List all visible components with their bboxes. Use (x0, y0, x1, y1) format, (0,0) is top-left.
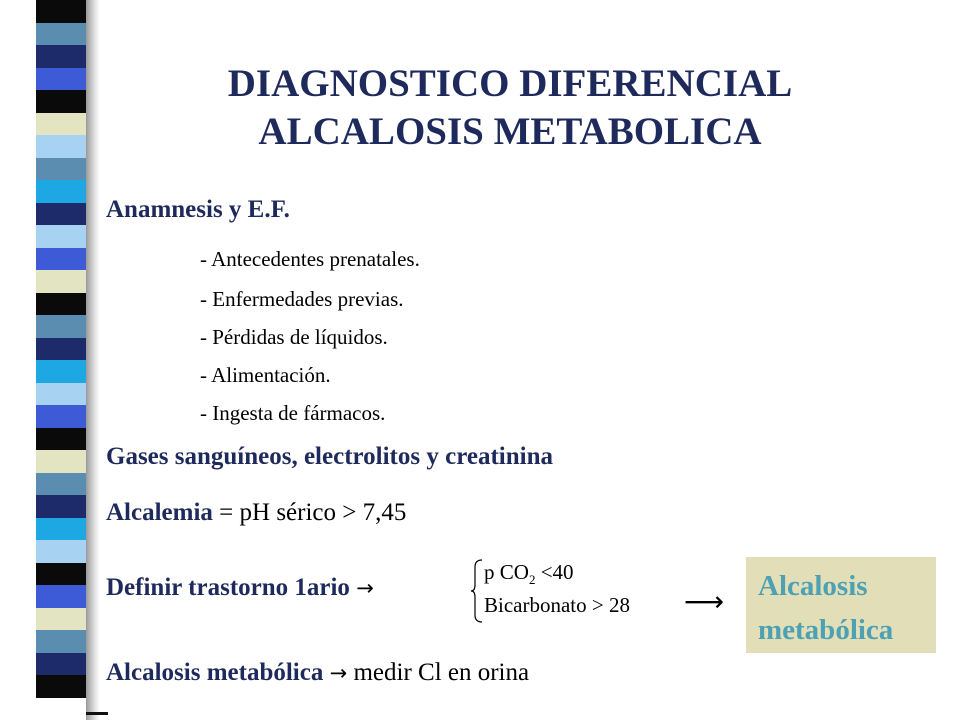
alcalemia-definition: = pH sérico > 7,45 (219, 499, 407, 526)
strip-segment (36, 135, 86, 158)
strip-segment (36, 383, 86, 406)
strip-segment (36, 158, 86, 181)
anamnesis-heading: Anamnesis y E.F. (106, 196, 290, 223)
strip-segment (36, 428, 86, 451)
strip-segment (36, 675, 86, 698)
strip-segment (36, 180, 86, 203)
strip-segment (36, 563, 86, 586)
strip-segment (36, 495, 86, 518)
strip-segment (36, 338, 86, 361)
strip-segment (36, 630, 86, 653)
title-line-2: ALCALOSIS METABOLICA (258, 110, 762, 153)
gases-heading: Gases sanguíneos, electrolitos y creatinina (106, 443, 553, 470)
strip-segment (36, 0, 86, 23)
strip-segment (36, 45, 86, 68)
strip-segment (36, 518, 86, 541)
strip-segment (36, 203, 86, 226)
strip-segment (36, 293, 86, 316)
title-line-1: DIAGNOSTICO DIFERENCIAL (227, 62, 793, 105)
pco2-subscript: 2 (528, 572, 536, 588)
strip-segment (36, 653, 86, 676)
strip-segment (36, 248, 86, 271)
strip-segment (36, 225, 86, 248)
strip-bottom-line (86, 712, 108, 715)
curly-brace-icon (470, 559, 484, 623)
strip-segment (36, 360, 86, 383)
anamnesis-item: - Alimentación. (200, 363, 331, 387)
strip-segment (36, 585, 86, 608)
anamnesis-item: - Ingesta de fármacos. (200, 401, 386, 425)
right-arrow-icon: → (356, 576, 374, 600)
strip-segment (36, 113, 86, 136)
strip-segment (36, 68, 86, 91)
trastorno-label: Definir trastorno 1ario (106, 574, 350, 601)
bicarbonato-criterion: Bicarbonato > 28 (484, 593, 630, 617)
strip-segment (36, 450, 86, 473)
strip-segment (36, 270, 86, 293)
anamnesis-item: - Enfermedades previas. (200, 287, 404, 311)
anamnesis-item: - Pérdidas de líquidos. (200, 325, 388, 349)
strip-segment (36, 315, 86, 338)
decorative-strip (36, 0, 86, 720)
strip-shadow (86, 0, 100, 720)
alcalemia-line (106, 499, 406, 527)
result-line-1: Alcalosis (758, 570, 868, 602)
trastorno-line (106, 574, 374, 602)
strip-segment (36, 23, 86, 46)
strip-segment (36, 473, 86, 496)
long-arrow-icon: ⟶ (684, 585, 725, 618)
final-line (106, 659, 529, 687)
pco2-prefix: p CO (484, 560, 529, 584)
strip-segment (36, 698, 86, 720)
strip-segment (36, 540, 86, 563)
pco2-criterion (484, 560, 574, 588)
strip-segment (36, 405, 86, 428)
strip-segment (36, 90, 86, 113)
alcalemia-term: Alcalemia (106, 499, 213, 526)
final-action: medir Cl en orina (353, 659, 530, 686)
final-term: Alcalosis metabólica (106, 659, 324, 686)
right-arrow-icon: → (329, 661, 348, 685)
anamnesis-item: - Antecedentes prenatales. (200, 247, 420, 271)
result-line-2: metabólica (758, 614, 894, 646)
pco2-suffix: <40 (535, 560, 574, 584)
strip-segment (36, 608, 86, 631)
